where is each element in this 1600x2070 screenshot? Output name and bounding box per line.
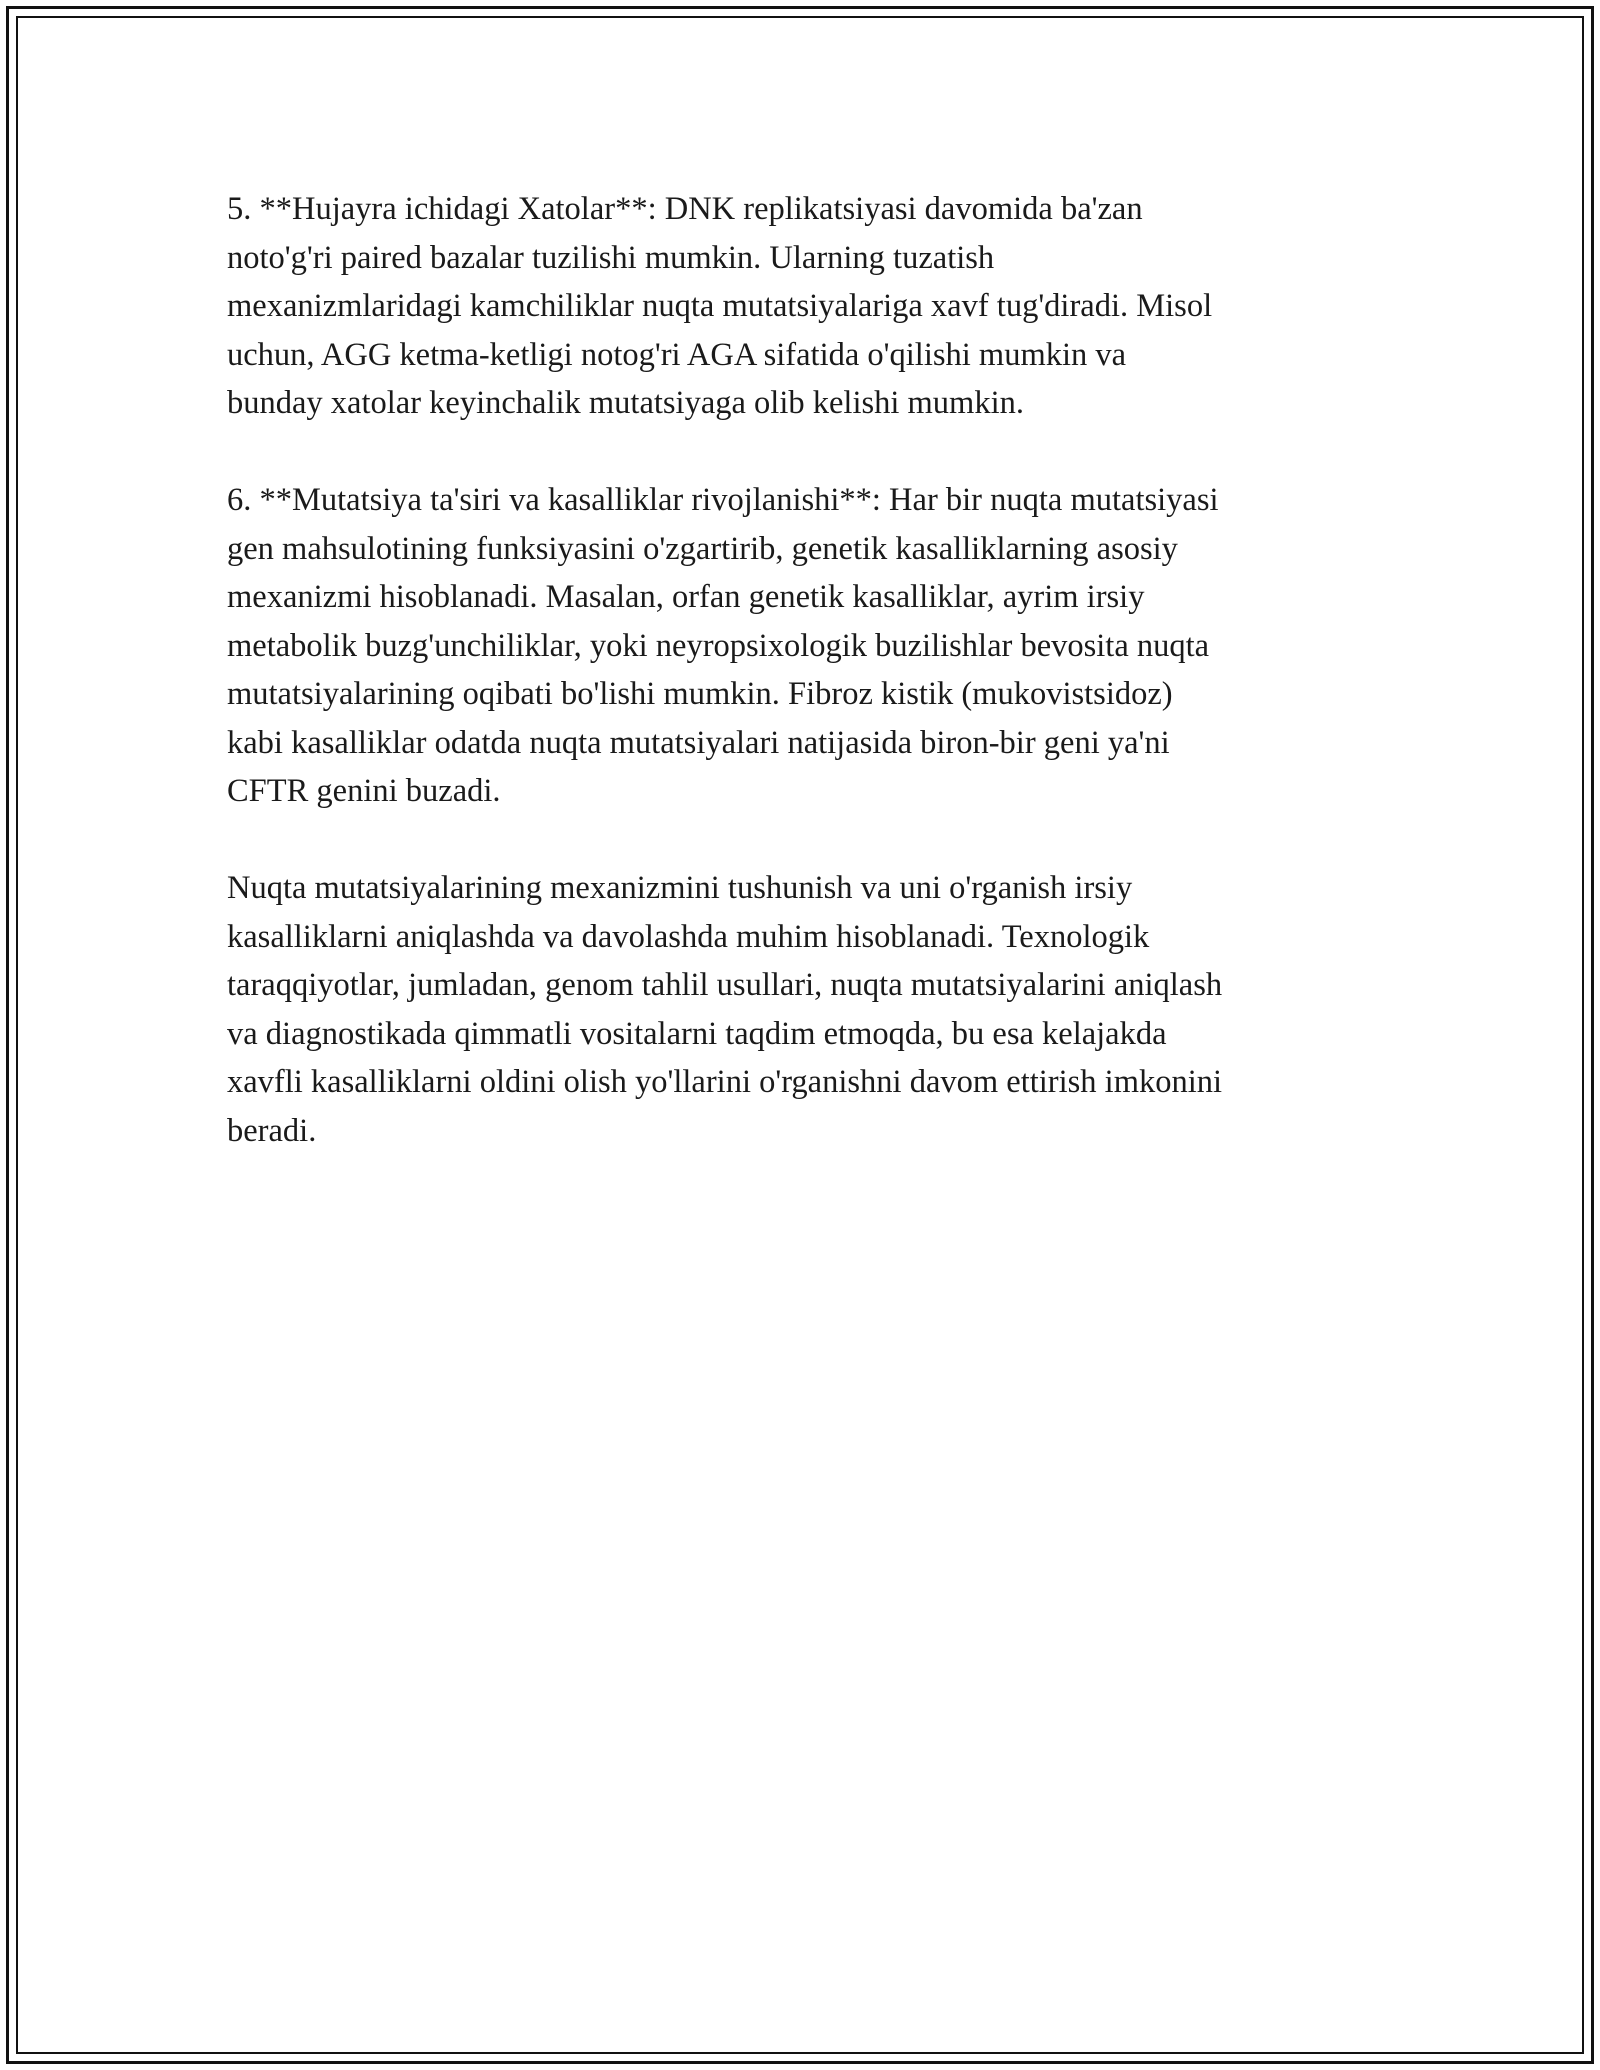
paragraph-mutatsiya-tasiri: 6. **Mutatsiya ta'siri va kasalliklar rivojlanishi**: Har bir nuqta mutatsiyasi gen mahsulotining funksiyasini o'zgartirib, genetik kasalliklarning asosiy mexanizmi hisoblanadi. Masalan, orfan genetik kasalliklar, ayrim irsiy metabolik buzg'unchiliklar, yoki neyropsixologik buzilishlar bevosita nuqta mutatsiyalarining oqibati bo'lishi mumkin. Fibroz kistik (mukovistsidoz) kabi kasalliklar odatda nuqta mutatsiyalari natijasida biron-bir geni ya'ni CFTR genini buzadi. [227, 482, 1219, 809]
paragraph-hujayra-xatolar: 5. **Hujayra ichidagi Xatolar**: DNK replikatsiyasi davomida ba'zan noto'g'ri paired bazalar tuzilishi mumkin. Ularning tuzatish mexanizmlaridagi kamchiliklar nuqta mutatsiyalariga xavf tug'diradi. Misol uchun, AGG ketma-ketligi notog'ri AGA sifatida o'qilishi mumkin va bunday xatolar keyinchalik mutatsiyaga olib kelishi mumkin. [227, 191, 1213, 421]
paragraph-conclusion: Nuqta mutatsiyalarining mexanizmini tushunish va uni o'rganish irsiy kasalliklarni aniqlashda va davolashda muhim hisoblanadi. Texnologik taraqqiyotlar, jumladan, genom tahlil usullari, nuqta mutatsiyalarini aniqlash va diagnostikada qimmatli vositalarni taqdim etmoqda, bu esa kelajakda xavfli kasalliklarni oldini olish yo'llarini o'rganishni davom ettirish imkonini beradi. [227, 870, 1223, 1149]
document-body [227, 185, 1377, 1204]
